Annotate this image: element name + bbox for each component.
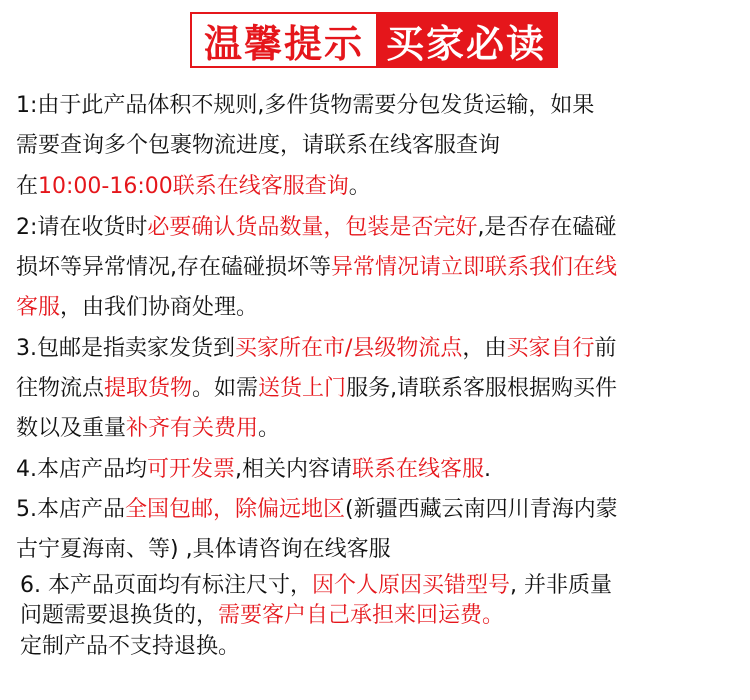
notice-line-1a bbox=[16, 91, 594, 121]
notice-line-6c bbox=[20, 632, 240, 662]
highlight-text: 送货上门 bbox=[258, 376, 347, 401]
text-segment: 服务,请联系客服根据购买件 bbox=[346, 376, 618, 401]
banner-title-left: 温馨提示 bbox=[192, 14, 376, 66]
text-segment: 4.本店产品均 bbox=[16, 457, 147, 482]
text-segment: 问题需要退换货的， bbox=[20, 603, 219, 628]
text-segment: (新疆西藏云南四川青海内蒙 bbox=[345, 497, 618, 522]
notice-line-3b bbox=[16, 374, 617, 404]
text-segment: 。 bbox=[258, 416, 281, 441]
notice-line-2b bbox=[16, 253, 617, 283]
highlight-text: 买家自行 bbox=[506, 336, 595, 361]
highlight-text: 可开发票 bbox=[147, 457, 236, 482]
notice-line-6b bbox=[20, 601, 504, 631]
text-segment: 2:请在收货时 bbox=[16, 215, 148, 240]
notice-line-1b bbox=[16, 131, 500, 161]
notice-line-2a bbox=[16, 213, 616, 243]
text-segment: 前 bbox=[594, 336, 617, 361]
text-segment: ,相关内容请 bbox=[235, 457, 353, 482]
text-segment: 损坏等异常情况,存在磕碰损坏等 bbox=[16, 255, 331, 280]
notice-line-6a bbox=[20, 571, 612, 601]
text-segment: 。如需 bbox=[192, 376, 259, 401]
text-segment: 需要查询多个包裹物流进度，请联系在线客服查询 bbox=[16, 133, 501, 158]
highlight-text: 买家所在市/县级物流点 bbox=[235, 336, 463, 361]
notice-line-5a bbox=[16, 495, 618, 525]
banner-title-right: 买家必读 bbox=[376, 14, 556, 66]
text-segment: 古宁夏海南、等) ,具体请咨询在线客服 bbox=[16, 537, 391, 562]
highlight-text: 提取货物 bbox=[104, 376, 193, 401]
text-segment: 在 bbox=[16, 174, 39, 199]
text-segment: 5.本店产品 bbox=[16, 497, 125, 522]
text-segment: 往物流点 bbox=[16, 376, 105, 401]
highlight-text: 补齐有关费用 bbox=[126, 416, 259, 441]
highlight-text: 联系在线客服 bbox=[352, 457, 485, 482]
highlight-text: 因个人原因买错型号 bbox=[311, 573, 510, 598]
notice-line-3a bbox=[16, 334, 616, 364]
highlight-text: 必要确认货品数量，包装是否完好 bbox=[147, 215, 478, 240]
highlight-text: 全国包邮，除偏远地区 bbox=[125, 497, 346, 522]
notice-line-2c bbox=[16, 293, 258, 323]
notice-line-3c bbox=[16, 414, 280, 444]
notice-banner bbox=[190, 12, 558, 68]
text-segment: 6. 本产品页面均有标注尺寸， bbox=[20, 573, 312, 598]
text-segment: , 并非质量 bbox=[510, 573, 612, 598]
text-segment: 定制产品不支持退换。 bbox=[20, 634, 241, 659]
highlight-text: 需要客户自己承担来回运费。 bbox=[218, 603, 505, 628]
text-segment: ,是否存在磕碰 bbox=[477, 215, 617, 240]
text-segment: 1:由于此产品体积不规则,多件货物需要分包发货运输，如果 bbox=[16, 93, 595, 118]
notice-line-4 bbox=[16, 455, 491, 485]
text-segment: 。 bbox=[348, 174, 371, 199]
text-segment: 3.包邮是指卖家发货到 bbox=[16, 336, 235, 361]
notice-line-5b bbox=[16, 535, 391, 565]
highlight-text: 客服 bbox=[16, 295, 61, 320]
text-segment: ，由 bbox=[462, 336, 507, 361]
notice-line-1c bbox=[16, 172, 371, 202]
text-segment: 数以及重量 bbox=[16, 416, 127, 441]
highlight-text: 异常情况请立即联系我们在线 bbox=[331, 255, 618, 280]
text-segment: ，由我们协商处理。 bbox=[60, 295, 259, 320]
highlight-text: 10:00-16:00联系在线客服查询 bbox=[38, 174, 349, 199]
text-segment: . bbox=[484, 457, 492, 482]
